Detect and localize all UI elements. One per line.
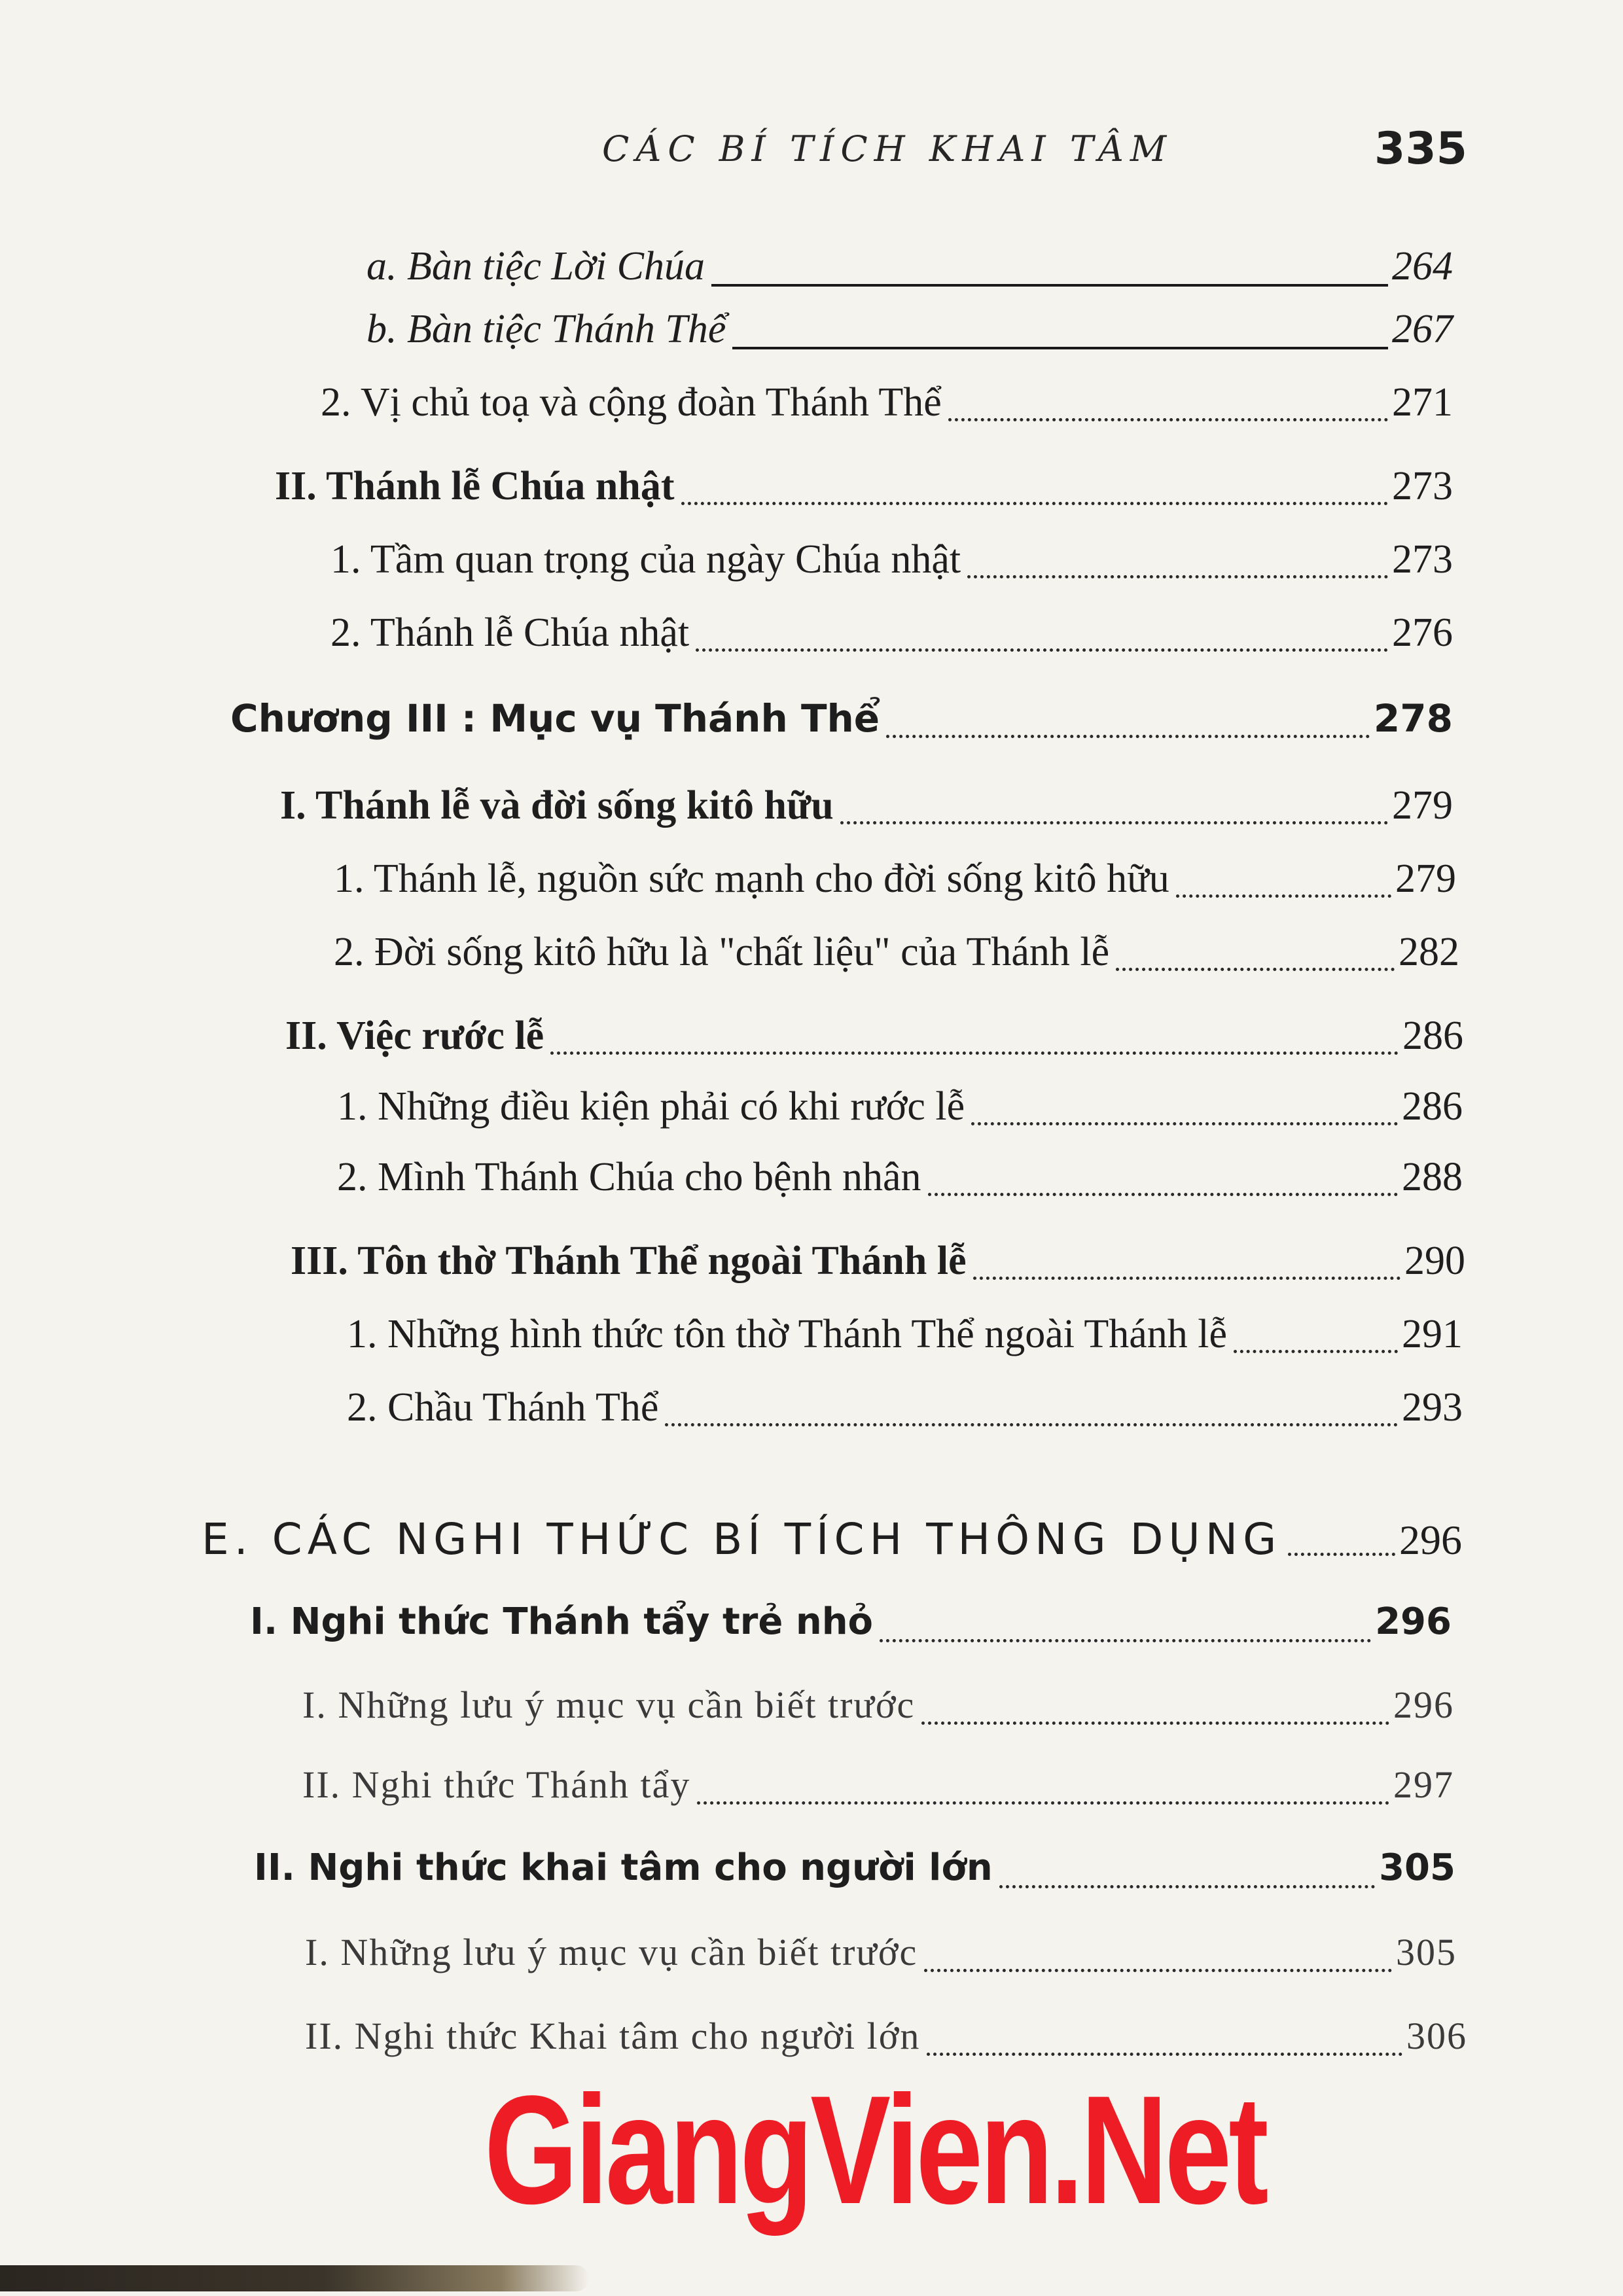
toc-title: I. Nghi thức Thánh tẩy trẻ nhỏ [250, 1600, 874, 1643]
toc-page: 286 [1402, 1014, 1463, 1058]
leader-dots [999, 1885, 1375, 1888]
toc-page: 296 [1375, 1600, 1452, 1643]
toc-title: I. Thánh lễ và đời sống kitô hữu [280, 783, 834, 828]
toc-page: 293 [1402, 1385, 1463, 1430]
toc-title: E. CÁC NGHI THỨC BÍ TÍCH THÔNG DỤNG [202, 1514, 1282, 1564]
leader-dots [948, 418, 1388, 421]
toc-title: Chương III : Mục vụ Thánh Thể [230, 696, 880, 741]
leader-dots [1176, 894, 1391, 898]
toc-entry[interactable] [330, 610, 1453, 662]
running-title: CÁC BÍ TÍCH KHAI TÂM [602, 128, 1173, 169]
leader-dots [971, 1122, 1398, 1125]
toc-page: 276 [1392, 610, 1453, 655]
toc-title: 2. Đời sống kitô hữu là "chất liệu" của Thánh lễ [334, 930, 1110, 974]
toc-page: 273 [1392, 464, 1453, 508]
toc-title: 1. Thánh lễ, nguồn sức mạnh cho đời sống kitô hữu [334, 857, 1169, 901]
leader-dots [681, 502, 1388, 505]
toc-page: 282 [1399, 930, 1459, 974]
toc-title: I. Những lưu ý mục vụ cần biết trước [302, 1684, 916, 1726]
page-edge-shadow [0, 2265, 589, 2291]
toc-entry-chapter[interactable] [230, 696, 1453, 749]
toc-entry[interactable] [330, 537, 1453, 589]
toc-title: II. Việc rước lễ [285, 1014, 544, 1058]
toc-page: 306 [1406, 2015, 1467, 2057]
toc-page: 305 [1396, 1931, 1457, 1973]
leader-dots [886, 735, 1370, 738]
leader-dots [697, 1801, 1389, 1805]
toc-title: 1. Tầm quan trọng của ngày Chúa nhật [330, 537, 961, 582]
leader-dots [973, 1277, 1400, 1280]
toc-entry[interactable] [254, 1846, 1455, 1899]
leader-dots [665, 1423, 1398, 1426]
toc-page: 273 [1392, 537, 1453, 582]
toc-page: 264 [1392, 244, 1453, 289]
toc-entry[interactable] [347, 1385, 1463, 1437]
toc-entry[interactable] [334, 929, 1459, 981]
leader-dots [921, 1722, 1389, 1725]
toc-page: 296 [1399, 1517, 1462, 1563]
toc-entry[interactable] [366, 243, 1453, 296]
toc-entry[interactable] [347, 1311, 1463, 1364]
toc-page: 279 [1392, 783, 1453, 828]
toc-title: I. Những lưu ý mục vụ cần biết trước [305, 1931, 918, 1973]
toc-entry[interactable] [250, 1600, 1452, 1653]
toc-entry[interactable] [285, 1013, 1463, 1065]
toc-title: II. Thánh lễ Chúa nhật [275, 464, 675, 508]
toc-page: 288 [1402, 1155, 1463, 1199]
toc-title: II. Nghi thức Thánh tẩy [302, 1763, 691, 1806]
toc-title: 1. Những điều kiện phải có khi rước lễ [337, 1084, 965, 1129]
page-number: 335 [1374, 123, 1467, 175]
toc-page: 297 [1393, 1763, 1454, 1806]
toc-title: 2. Mình Thánh Chúa cho bệnh nhân [337, 1155, 921, 1199]
toc-page: 296 [1393, 1684, 1454, 1726]
toc-entry[interactable] [321, 380, 1453, 432]
leader-dots [840, 821, 1388, 824]
toc-entry[interactable] [291, 1238, 1465, 1290]
toc-entry[interactable] [302, 1683, 1454, 1735]
toc-entry[interactable] [275, 463, 1453, 516]
leader-dots [696, 648, 1388, 652]
toc-title: II. Nghi thức Khai tâm cho người lớn [305, 2015, 921, 2057]
toc-entry[interactable] [305, 1930, 1457, 1983]
toc-page: 290 [1404, 1239, 1465, 1283]
toc-page: 278 [1373, 696, 1453, 741]
toc-entry[interactable] [280, 783, 1453, 835]
toc-title: 2. Chầu Thánh Thể [347, 1385, 659, 1430]
toc-title: 2. Vị chủ toạ và cộng đoàn Thánh Thể [321, 380, 942, 425]
toc-page: 286 [1402, 1084, 1463, 1129]
leader-line [732, 347, 1388, 349]
leader-dots [927, 2053, 1402, 2056]
leader-dots [1234, 1350, 1398, 1353]
toc-page: 271 [1392, 380, 1453, 425]
leader-line [711, 284, 1388, 287]
leader-dots [880, 1639, 1371, 1642]
toc-entry[interactable] [337, 1154, 1463, 1207]
toc-title: b. Bàn tiệc Thánh Thể [366, 307, 726, 351]
leader-dots [1288, 1553, 1395, 1556]
toc-page: 305 [1379, 1846, 1455, 1889]
toc-title: II. Nghi thức khai tâm cho người lớn [254, 1846, 993, 1889]
watermark-text: GiangVien.Net [484, 2064, 1266, 2236]
leader-dots [550, 1051, 1399, 1055]
toc-entry[interactable] [305, 2014, 1467, 2066]
toc-page: 279 [1395, 857, 1456, 901]
toc-entry[interactable] [334, 856, 1456, 908]
toc-title: a. Bàn tiệc Lời Chúa [366, 244, 705, 289]
toc-title: III. Tôn thờ Thánh Thể ngoài Thánh lễ [291, 1239, 967, 1283]
toc-title: 2. Thánh lễ Chúa nhật [330, 610, 690, 655]
leader-dots [924, 1969, 1392, 1972]
toc-page: 291 [1402, 1312, 1463, 1356]
leader-dots [1116, 968, 1395, 971]
toc-entry[interactable] [337, 1084, 1463, 1136]
leader-dots [967, 575, 1388, 578]
toc-entry[interactable] [302, 1763, 1454, 1815]
toc-title: 1. Những hình thức tôn thờ Thánh Thể ngoài Thánh lễ [347, 1312, 1227, 1356]
leader-dots [928, 1193, 1398, 1196]
toc-entry-part[interactable] [202, 1514, 1462, 1566]
toc-page: 267 [1392, 307, 1453, 351]
toc-entry[interactable] [366, 306, 1453, 359]
